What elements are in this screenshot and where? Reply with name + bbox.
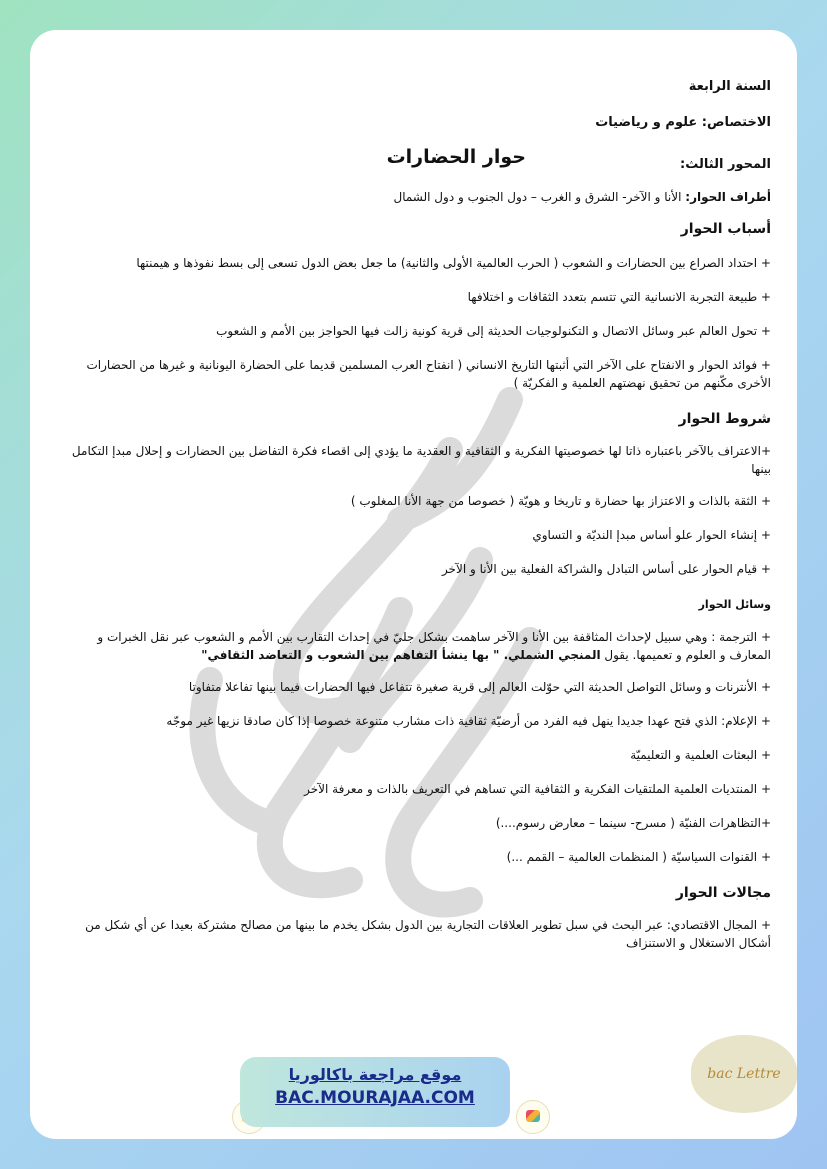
means-item: + الإعلام: الذي فتح عهدا جديدا ينهل فيه الفرد من أرضيّة ثقافية ذات مشارب متنوعة خصوصا إذا كان صادقا نزيها غير موجّه (166, 714, 771, 728)
condition-item: +الاعتراف بالآخر باعتباره ذاتا لها خصوصيتها الفكرية و الثقافية و العقدية ما يؤدي إلى اقصاء فكرة التفاضل بين الحضارات و إحلال مبدإ التكامل بينها (71, 444, 771, 476)
site-url[interactable]: BAC.MOURAJAA.COM (275, 1088, 475, 1108)
means-item: + القنوات السياسيّة ( المنظمات العالمية – القمم ...) (506, 850, 771, 864)
condition-item: + إنشاء الحوار علو أساس مبدإ النديّة و التساوي (532, 528, 771, 542)
parties-text: الأنا و الآخر- الشرق و الغرب – دول الجنوب و دول الشمال (393, 190, 686, 204)
parties-line (71, 188, 771, 206)
cause-item: + طبيعة التجربة الانسانية التي تتسم بتعدد الثقافات و اختلافها (467, 290, 771, 304)
specialty-line: الاختصاص: علوم و رياضيات (595, 115, 771, 130)
means-item: + المنتديات العلمية الملتقيات الفكرية و الثقافية التي تساهم في التعريف بالذات و معرفة الآخر (304, 782, 771, 796)
bac-lettre-logo (691, 1035, 797, 1113)
cause-item: + احتداد الصراع بين الحضارات و الشعوب ( الحرب العالمية الأولى والثانية) ما جعل بعض الدول تسعى إلى بسط نفوذها و هيمنتها (136, 256, 771, 270)
site-footer-link[interactable] (240, 1057, 510, 1127)
parties-label: أطراف الحوار: (685, 190, 771, 204)
cause-item: + فوائد الحوار و الانفتاح على الآخر التي أثبتها التاريخ الانساني ( انفتاح العرب المسلمين قديما على الحضارة اليونانية و غيرها من الحضارات الأخرى مكّنهم من تحقيق نهضتهم العلمية و الفكريّة ) (86, 358, 771, 390)
condition-item: + قيام الحوار على أساس التبادل والشراكة الفعلية بين الأنا و الآخر (441, 562, 771, 576)
logo-text: bac Lettre (707, 1066, 781, 1082)
document-content (71, 78, 771, 952)
means-heading: وسائل الحوار (698, 598, 771, 611)
means-item: + الأنترنات و وسائل التواصل الحديثة التي حوّلت العالم إلى قرية صغيرة تتفاعل فيها الحضارات فيما بينها تفاعلا متفاوتا (188, 680, 771, 694)
document-page (30, 30, 797, 1139)
causes-heading: أسباب الحوار (680, 221, 771, 237)
site-name[interactable]: موقع مراجعة باكالوريا (288, 1065, 462, 1084)
title-row (71, 146, 771, 180)
translation-quote: المنجي الشملي. " بها ينشأ التفاهم بين الشعوب و التعاضد الثقافي" (201, 648, 601, 662)
site-badge-icon (516, 1100, 550, 1134)
field-item: + المجال الاقتصادي: عبر البحث في سبل تطوير العلاقات التجارية بين الدول بشكل يخدم ما بينها من مصالح مشتركة بعيدا عن أي شكل من أشكال الاستغلال و الاستنزاف (85, 918, 771, 950)
condition-item: + الثقة بالذات و الاعتزاز بها حضارة و تاريخا و هويّة ( خصوصا من جهة الأنا المغلوب ) (350, 494, 771, 508)
means-item: + البعثات العلمية و التعليميّة (630, 748, 771, 762)
page-title: حوار الحضارات (386, 146, 526, 168)
axis-label: المحور الثالث: (680, 157, 771, 172)
cause-item: + تحول العالم عبر وسائل الاتصال و التكنولوجيات الحديثة إلى قرية كونية زالت فيها الحواجز بين الأمم و الشعوب (216, 324, 771, 338)
school-year: السنة الرابعة (688, 79, 771, 94)
conditions-heading: شروط الحوار (678, 411, 771, 427)
means-item-translation (71, 628, 771, 664)
means-item: +التظاهرات الفنيّة ( مسرح- سينما – معارض رسوم....) (495, 816, 771, 830)
fields-heading: مجالات الحوار (675, 885, 771, 901)
translation-text: + الترجمة : وهي سبيل لإحداث المثاقفة بين الأنا و الآخر ساهمت بشكل جليّ في إحداث التقارب بين الأمم و الشعوب عبر نقل الخبرات و المعارف و العلوم و تعميمها. يقول (97, 630, 771, 662)
